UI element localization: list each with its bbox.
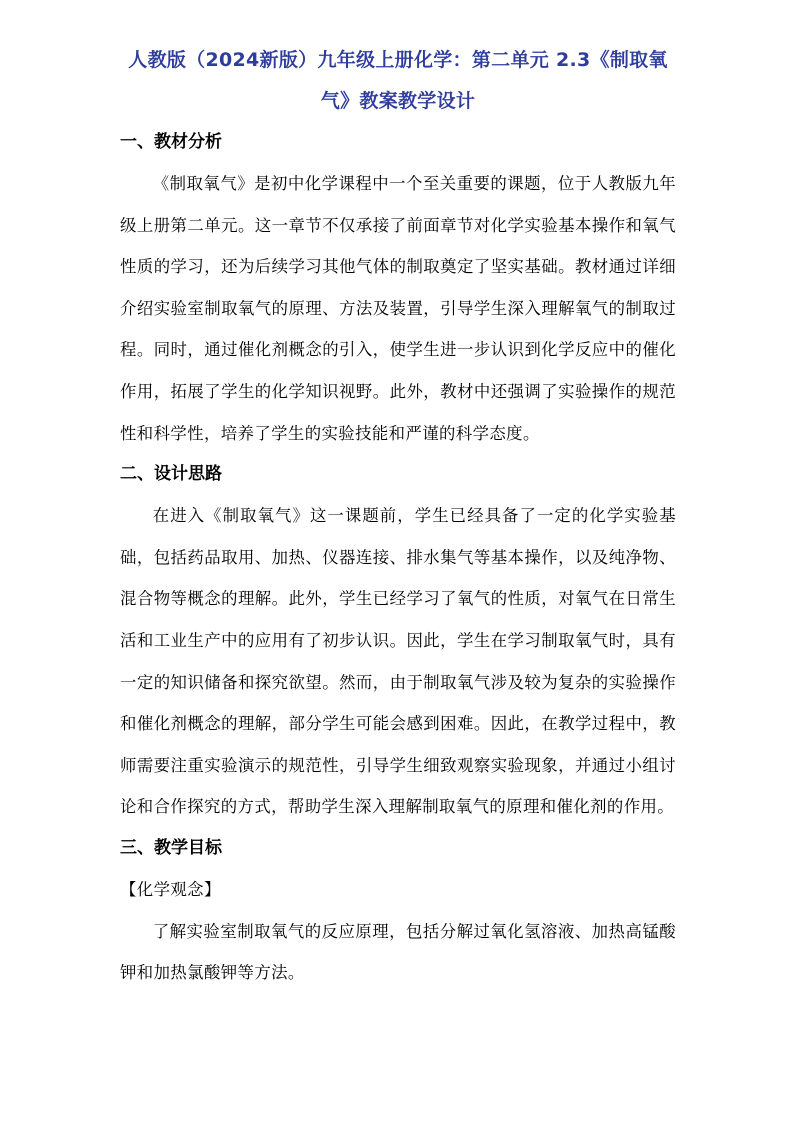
document-page	[120, 40, 676, 994]
section-heading: 二、设计思路	[120, 464, 222, 485]
section-heading: 一、教材分析	[120, 132, 222, 152]
section-paragraph: 了解实验室制取氧气的反应原理，包括分解过氧化氢溶液、加热高锰酸钾和加热氯酸钾等方法。	[120, 921, 676, 983]
section-textbook-analysis	[120, 122, 676, 454]
section-heading: 三、教学目标	[120, 837, 222, 858]
document-title: 人教版（2024新版）九年级上册化学：第二单元 2.3《制取氧气》教案教学设计	[128, 49, 668, 112]
section-paragraph: 《制取氧气》是初中化学课程中一个至关重要的课题，位于人教版九年级上册第二单元。这一章节不仅承接了前面章节对化学实验基本操作和氧气性质的学习，还为后续学习其他气体的制取奠定了坚实基础。教材通过详细介绍实验室制取氧气的原理、方法及装置，引导学生深入理解氧气的制取过程。同时，通过催化剂概念的引入，使学生进一步认识到化学反应中的催化作用，拓展了学生的化学知识视野。此外，教材中还强调了实验操作的规范性和科学性，培养了学生的实验技能和严谨的科学态度。	[120, 174, 676, 443]
section-teaching-goals	[120, 828, 676, 994]
section-subheading: 【化学观念】	[120, 879, 221, 899]
section-design-idea	[120, 454, 676, 828]
section-paragraph: 在进入《制取氧气》这一课题前，学生已经具备了一定的化学实验基础，包括药品取用、加热、仪器连接、排水集气等基本操作，以及纯净物、混合物等概念的理解。此外，学生已经学习了氧气的性质，对氧气在日常生活和工业生产中的应用有了初步认识。因此，学生在学习制取氧气时，具有一定的知识储备和探究欲望。然而，由于制取氧气涉及较为复杂的实验操作和催化剂概念的理解，部分学生可能会感到困难。因此，在教学过程中，教师需要注重实验演示的规范性，引导学生细致观察实验现象，并通过小组讨论和合作探究的方式，帮助学生深入理解制取氧气的原理和催化剂的作用。	[120, 506, 676, 817]
